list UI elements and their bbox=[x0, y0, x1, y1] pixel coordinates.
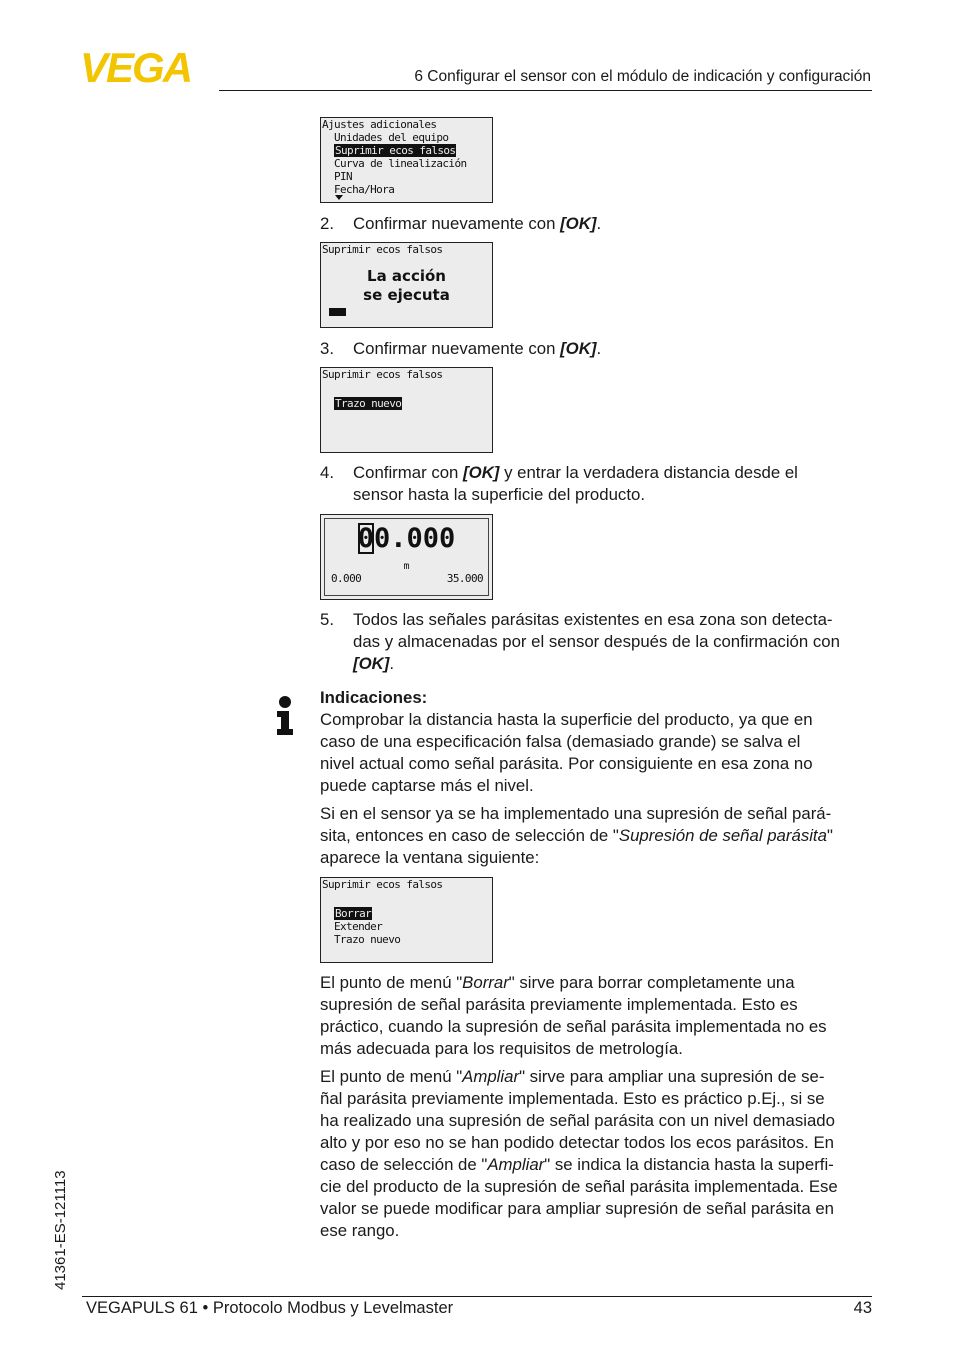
text-span: " sirve para borrar completamente una bbox=[508, 973, 795, 992]
ok-key: [OK] bbox=[463, 463, 500, 482]
menu-term: Supresión de señal parásita bbox=[618, 826, 827, 845]
lcd-suppression-options bbox=[320, 877, 493, 963]
lcd-distance-entry bbox=[320, 514, 493, 600]
text-line: práctico, cuando la supresión de señal parásita implementada no es bbox=[320, 1017, 827, 1036]
step-text: Confirmar nuevamente con bbox=[353, 214, 561, 233]
scale-min: 0.000 bbox=[331, 572, 362, 585]
menu-term: Ampliar bbox=[462, 1067, 520, 1086]
step-text: das y almacenadas por el sensor después de la confirmación con bbox=[353, 632, 840, 651]
step-text: y entrar la verdadera distancia desde el bbox=[499, 463, 798, 482]
text-line bbox=[320, 1066, 876, 1088]
note-title: Indicaciones: bbox=[320, 688, 428, 707]
info-icon bbox=[274, 695, 296, 737]
footer-divider bbox=[82, 1296, 872, 1297]
text-line: supresión de señal parásita previamente implementada. Esto es bbox=[320, 995, 798, 1014]
menu-term: Ampliar bbox=[487, 1155, 545, 1174]
paragraph-ampliar bbox=[320, 1066, 876, 1242]
step-text: Todos las señales parásitas existentes en esa zona son detecta- bbox=[353, 610, 833, 629]
text-span: caso de selección de " bbox=[320, 1155, 488, 1174]
lcd-item: PIN bbox=[334, 170, 353, 183]
menu-term: Borrar bbox=[462, 973, 509, 992]
step-number: 4. bbox=[320, 463, 334, 482]
footer-title: VEGAPULS 61 • Protocolo Modbus y Levelmaster bbox=[86, 1299, 454, 1317]
note-line: puede captarse más el nivel. bbox=[320, 776, 534, 795]
ok-key: [OK] bbox=[353, 654, 390, 673]
chapter-header: 6 Configurar el sensor con el módulo de indicación y configuración bbox=[414, 68, 871, 85]
text-span: " sirve para ampliar una supresión de se- bbox=[519, 1067, 825, 1086]
text-line: ñal parásita previamente implementada. Esto es práctico p.Ej., si se bbox=[320, 1089, 825, 1108]
text-line: ha realizado una supresión de señal parásita con un nivel demasiado bbox=[320, 1111, 835, 1130]
header-divider bbox=[219, 90, 872, 91]
unit-label: m bbox=[403, 561, 410, 572]
lcd-item: Unidades del equipo bbox=[334, 131, 449, 144]
text-line: ese rango. bbox=[320, 1221, 400, 1240]
lcd-action-executing bbox=[320, 242, 493, 328]
lcd-item-selected: Trazo nuevo bbox=[335, 397, 402, 410]
lcd-item: Fecha/Hora bbox=[334, 183, 395, 196]
note-line: Comprobar la distancia hasta la superficie del producto, ya que en bbox=[320, 710, 813, 729]
distance-value bbox=[321, 523, 492, 554]
step-number: 3. bbox=[320, 339, 334, 358]
lcd-item-selected: Suprimir ecos falsos bbox=[335, 144, 456, 157]
text-line: Si en el sensor ya se ha implementado una supresión de señal pará- bbox=[320, 804, 832, 823]
note-line: caso de una especificación falsa (demasiado grande) se salva el bbox=[320, 732, 801, 751]
ok-key: [OK] bbox=[560, 339, 597, 358]
value-digits: 0.000 bbox=[373, 523, 456, 554]
note-line: nivel actual como señal parásita. Por consiguiente en esa zona no bbox=[320, 754, 813, 773]
text-line: cie del producto de la supresión de señal parásita implementada. Ese bbox=[320, 1177, 838, 1196]
text-line: más adecuada para los requisitos de metrología. bbox=[320, 1039, 683, 1058]
document-id: 41361-ES-121113 bbox=[52, 1170, 69, 1290]
scale-max: 35.000 bbox=[446, 572, 483, 585]
lcd-title: Ajustes adicionales bbox=[322, 118, 437, 131]
paragraph-borrar bbox=[320, 972, 876, 1060]
text-line: valor se puede modificar para ampliar supresión de señal parásita en bbox=[320, 1199, 834, 1218]
step-text: Confirmar nuevamente con bbox=[353, 339, 561, 358]
text-line: alto y por eso no se han podido detectar todos los ecos parásitos. En bbox=[320, 1133, 835, 1152]
page-number: 43 bbox=[853, 1299, 872, 1317]
step-number: 5. bbox=[320, 610, 334, 629]
text-span: El punto de menú " bbox=[320, 1067, 463, 1086]
lcd-title: Suprimir ecos falsos bbox=[322, 243, 443, 256]
text-span: sita, entonces en caso de selección de " bbox=[320, 826, 619, 845]
punct: . bbox=[596, 339, 602, 358]
lcd-title: Suprimir ecos falsos bbox=[322, 368, 443, 381]
ok-key: [OK] bbox=[560, 214, 597, 233]
punct: . bbox=[389, 654, 395, 673]
text-line bbox=[320, 825, 876, 847]
lcd-item: Trazo nuevo bbox=[334, 933, 401, 946]
step-number: 2. bbox=[320, 214, 334, 233]
text-line: aparece la ventana siguiente: bbox=[320, 848, 540, 867]
lcd-item: Extender bbox=[334, 920, 383, 933]
vega-logo bbox=[80, 48, 214, 88]
lcd-message-line2: se ejecuta bbox=[363, 286, 450, 304]
lcd-message-line1: La acción bbox=[367, 267, 446, 285]
text-span: " se indica la distancia hasta la superfi- bbox=[544, 1155, 834, 1174]
punct: . bbox=[596, 214, 602, 233]
lcd-item-selected: Borrar bbox=[335, 907, 372, 920]
text-span: El punto de menú " bbox=[320, 973, 463, 992]
text-span: " bbox=[826, 826, 833, 845]
text-line bbox=[320, 1154, 876, 1176]
progress-cursor bbox=[329, 308, 346, 316]
step-text: Confirmar con bbox=[353, 463, 464, 482]
edit-cursor-digit: 0 bbox=[357, 523, 374, 554]
lcd-new-trace bbox=[320, 367, 493, 453]
lcd-item: Curva de linealización bbox=[334, 157, 467, 170]
vega-logo-text: VEGA bbox=[80, 48, 192, 88]
lcd-additional-settings bbox=[320, 117, 493, 203]
text-line bbox=[320, 972, 876, 994]
step-text: sensor hasta la superficie del producto. bbox=[353, 485, 645, 504]
note-block bbox=[320, 687, 876, 797]
lcd-title: Suprimir ecos falsos bbox=[322, 878, 443, 891]
scroll-down-icon bbox=[335, 195, 343, 200]
paragraph-existing-suppression bbox=[320, 803, 876, 869]
